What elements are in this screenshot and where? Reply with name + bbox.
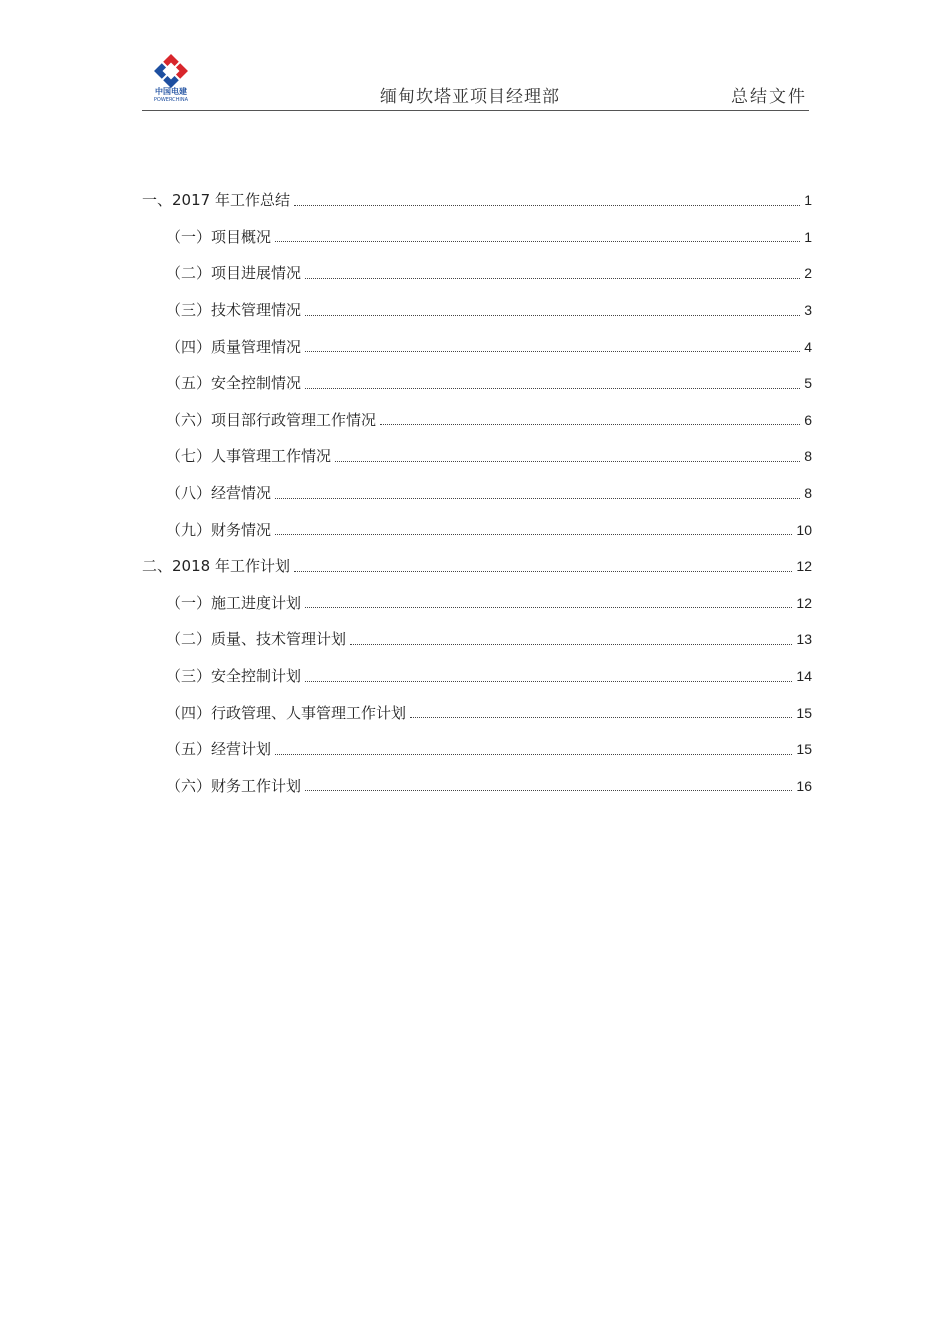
toc-section-entry[interactable] [142, 182, 812, 219]
toc-page-number: 14 [796, 668, 812, 685]
toc-subsection-entry[interactable] [142, 731, 812, 768]
toc-subsection-entry[interactable] [142, 694, 812, 731]
toc-subsection-entry[interactable] [142, 292, 812, 329]
toc-entry-title: （七）人事管理工作情况 [166, 447, 332, 466]
toc-entry-title: （八）经营情况 [166, 484, 272, 503]
toc-subsection-entry[interactable] [142, 402, 812, 439]
toc-dot-leader [305, 351, 800, 352]
toc-dot-leader [305, 607, 792, 608]
toc-entry-title: （二）项目进展情况 [166, 264, 302, 283]
toc-subsection-entry[interactable] [142, 475, 812, 512]
toc-subsection-entry[interactable] [142, 658, 812, 695]
toc-dot-leader [350, 644, 792, 645]
toc-subsection-entry[interactable] [142, 585, 812, 622]
toc-subsection-entry[interactable] [142, 768, 812, 805]
toc-dot-leader [305, 315, 800, 316]
toc-page-number: 2 [804, 265, 812, 282]
toc-dot-leader [305, 681, 792, 682]
toc-dot-leader [380, 424, 800, 425]
toc-page-number: 12 [796, 594, 812, 611]
toc-entry-title: （六）财务工作计划 [166, 776, 302, 795]
toc-dot-leader [294, 205, 800, 206]
toc-subsection-entry[interactable] [142, 328, 812, 365]
toc-entry-title: （五）经营计划 [166, 740, 272, 759]
toc-subsection-entry[interactable] [142, 438, 812, 475]
logo-chinese-text: 中国电建 [155, 87, 187, 96]
toc-entry-title: （九）财务情况 [166, 520, 272, 539]
toc-page-number: 1 [804, 228, 812, 245]
toc-page-number: 6 [804, 411, 812, 428]
toc-section-entry[interactable] [142, 548, 812, 585]
table-of-contents [142, 182, 812, 804]
powerchina-logo-icon [154, 54, 188, 88]
company-logo [144, 52, 198, 106]
toc-page-number: 10 [796, 521, 812, 538]
toc-subsection-entry[interactable] [142, 621, 812, 658]
toc-entry-title: （一）项目概况 [166, 227, 272, 246]
page-header [142, 50, 809, 111]
logo-english-text: POWERCHINA [153, 97, 189, 103]
toc-dot-leader [275, 241, 800, 242]
toc-subsection-entry[interactable] [142, 511, 812, 548]
toc-page-number: 15 [796, 741, 812, 758]
toc-page-number: 16 [796, 777, 812, 794]
header-project-title: 缅甸坎塔亚项目经理部 [380, 87, 560, 107]
toc-entry-title: （一）施工进度计划 [166, 593, 302, 612]
toc-page-number: 8 [804, 485, 812, 502]
toc-page-number: 12 [796, 558, 812, 575]
header-document-type: 总结文件 [731, 87, 807, 107]
toc-page-number: 5 [804, 375, 812, 392]
toc-dot-leader [410, 717, 792, 718]
toc-dot-leader [275, 754, 792, 755]
toc-entry-title: （四）行政管理、人事管理工作计划 [166, 703, 407, 722]
toc-entry-title: （五）安全控制情况 [166, 374, 302, 393]
toc-dot-leader [305, 790, 792, 791]
toc-page-number: 13 [796, 631, 812, 648]
toc-entry-title: 一、2017 年工作总结 [142, 191, 290, 210]
toc-page-number: 8 [804, 448, 812, 465]
toc-page-number: 3 [804, 302, 812, 319]
toc-page-number: 1 [804, 192, 812, 209]
toc-dot-leader [275, 498, 800, 499]
toc-subsection-entry[interactable] [142, 255, 812, 292]
toc-entry-title: （六）项目部行政管理工作情况 [166, 410, 377, 429]
toc-subsection-entry[interactable] [142, 365, 812, 402]
toc-dot-leader [305, 278, 800, 279]
toc-dot-leader [275, 534, 792, 535]
toc-entry-title: （三）安全控制计划 [166, 667, 302, 686]
toc-dot-leader [305, 388, 800, 389]
toc-dot-leader [294, 571, 792, 572]
toc-page-number: 15 [796, 704, 812, 721]
toc-entry-title: （二）质量、技术管理计划 [166, 630, 347, 649]
toc-dot-leader [335, 461, 800, 462]
toc-entry-title: 二、2018 年工作计划 [142, 557, 290, 576]
toc-subsection-entry[interactable] [142, 219, 812, 256]
toc-entry-title: （三）技术管理情况 [166, 301, 302, 320]
toc-entry-title: （四）质量管理情况 [166, 337, 302, 356]
toc-page-number: 4 [804, 338, 812, 355]
